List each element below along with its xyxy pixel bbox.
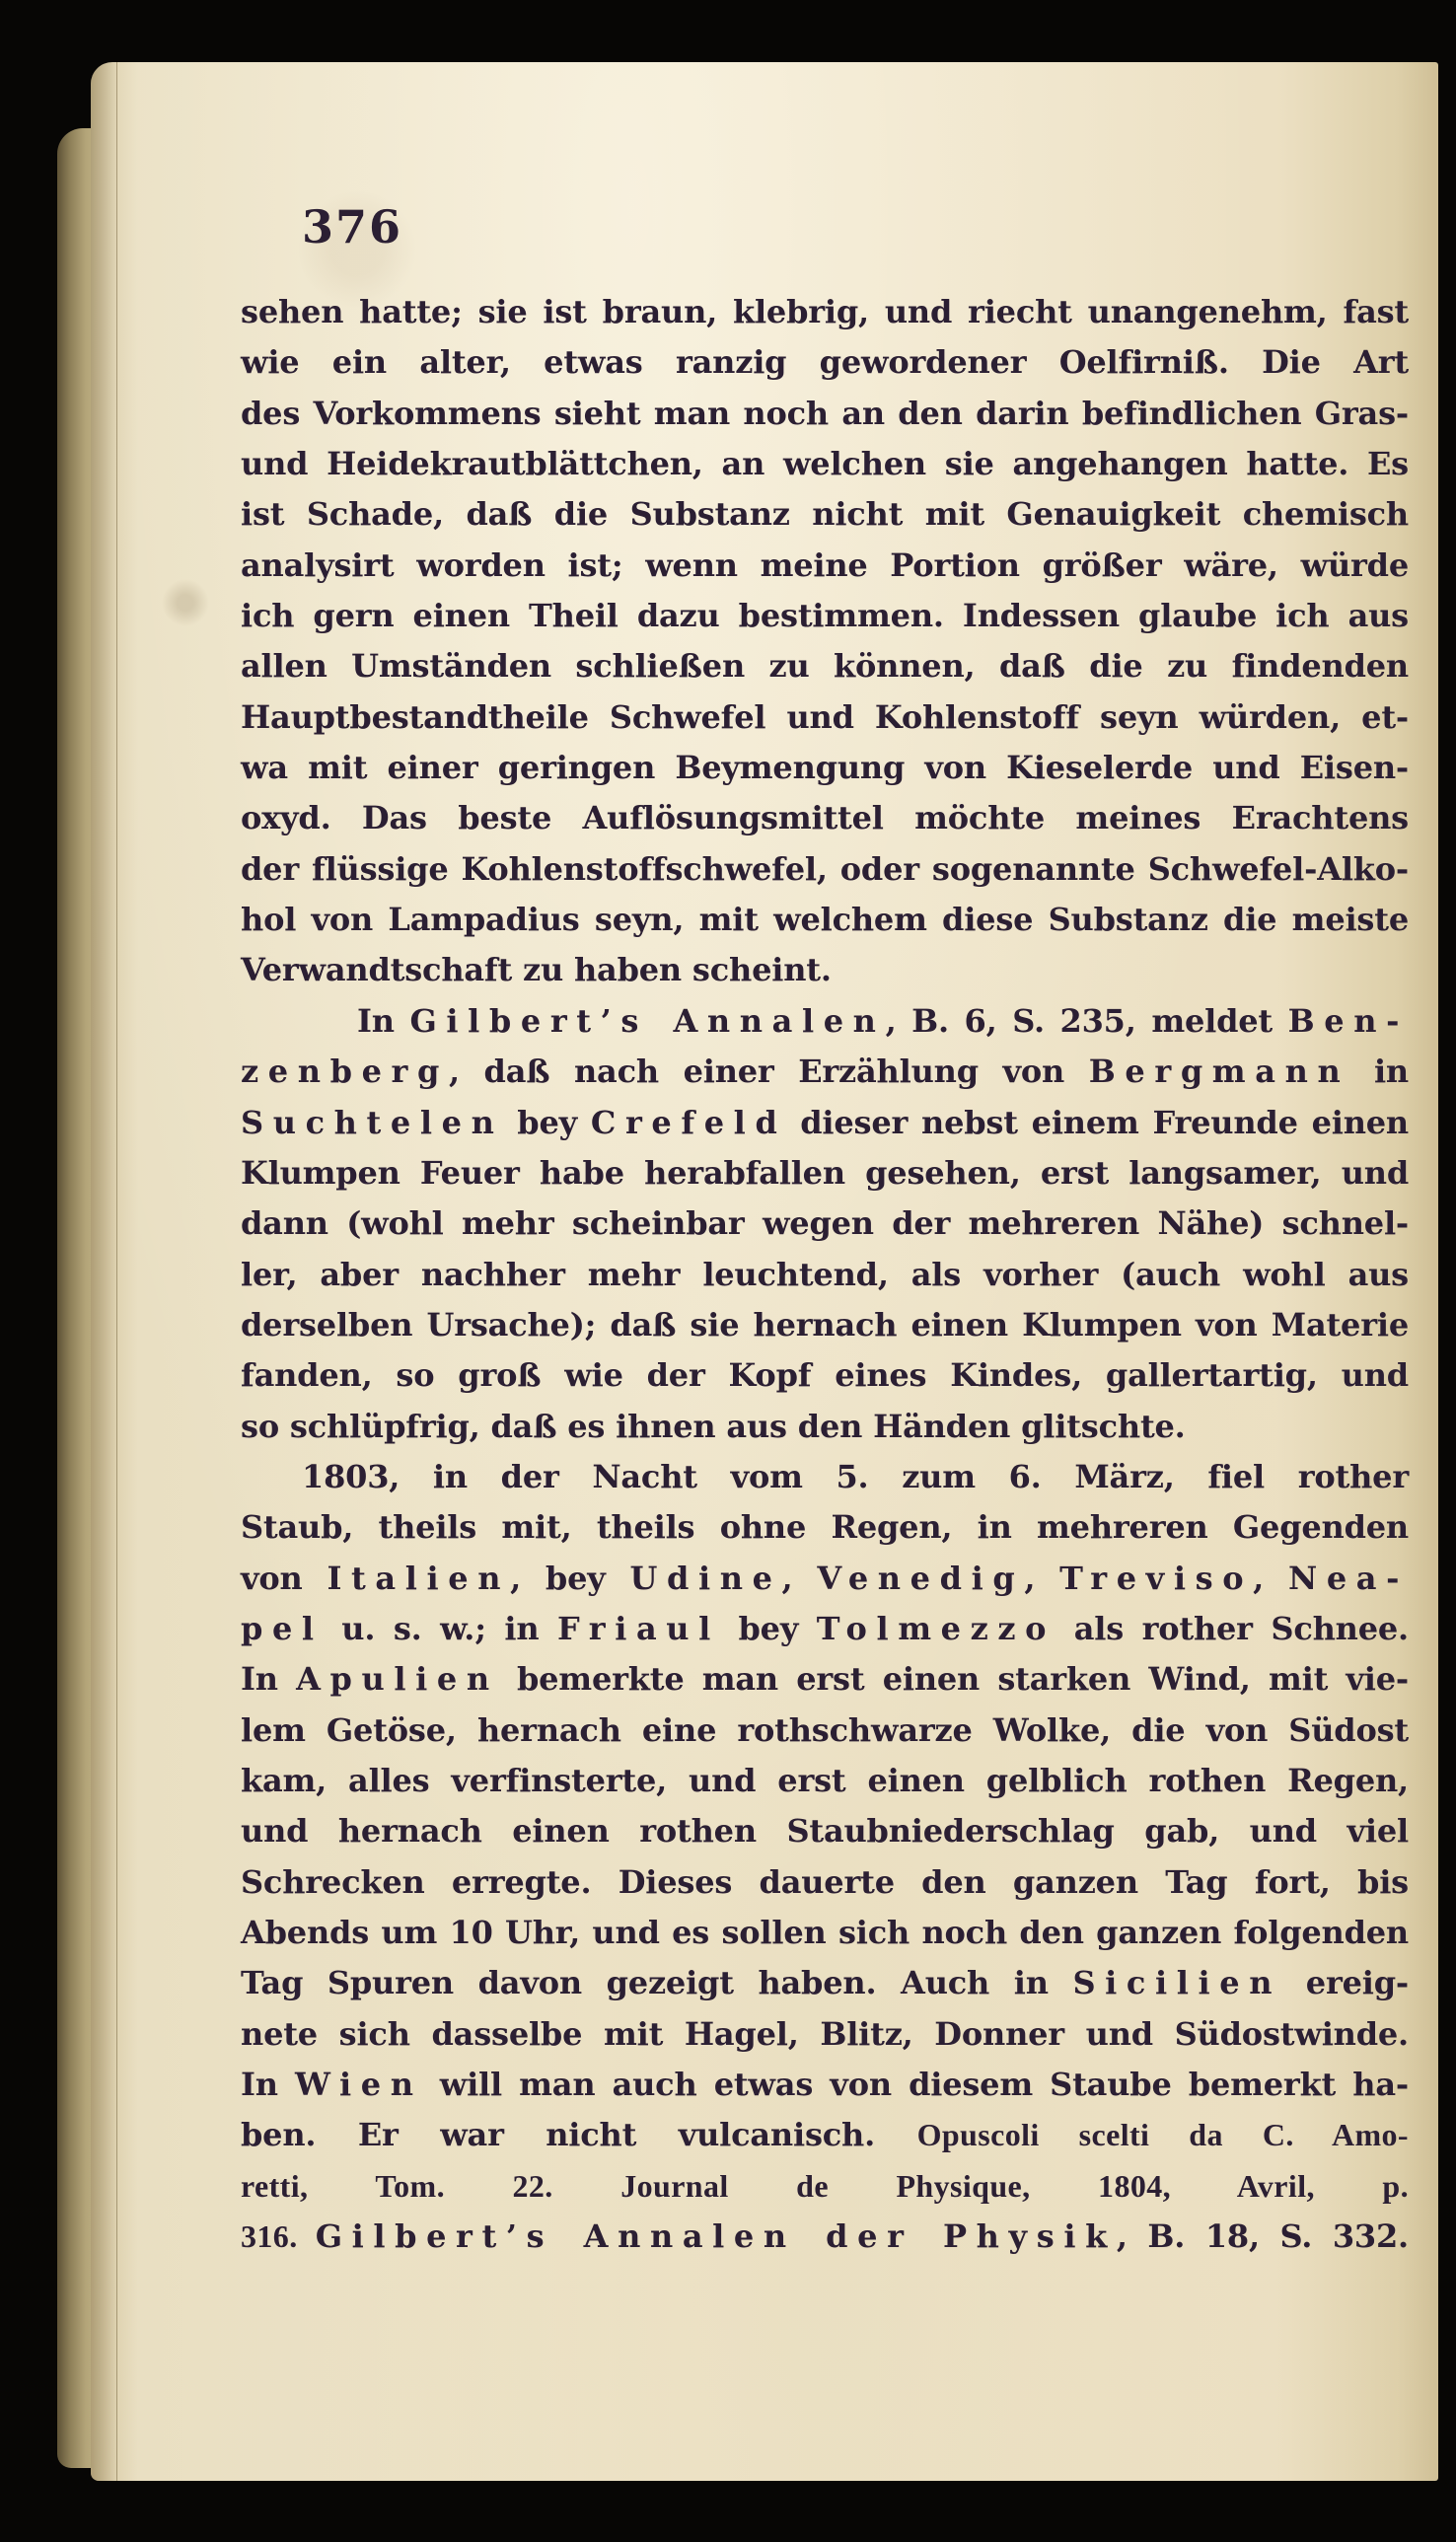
text-line xyxy=(241,1502,1409,1553)
text-segment: pel xyxy=(241,1609,324,1647)
text-line xyxy=(241,1300,1409,1350)
text-line xyxy=(241,1806,1409,1856)
text-segment: In xyxy=(357,1001,410,1040)
text-segment: bemerkte man erst einen starken Wind, mit vie- xyxy=(498,1660,1409,1699)
text-segment: sehen hatte; sie ist braun, klebrig, und riecht unangenehm, fast xyxy=(241,293,1409,330)
text-segment: ler, aber nachher mehr leuchtend, als vorher (auch wohl aus xyxy=(241,1255,1409,1293)
text-line xyxy=(241,2110,1409,2160)
text-segment: Treviso xyxy=(1059,1559,1254,1597)
text-segment: nete sich dasselbe mit Hagel, Blitz, Donner und Südostwinde. xyxy=(241,2014,1409,2053)
text-line xyxy=(241,591,1409,641)
text-segment: wa mit einer geringen Beymengung von Kieselerde und Eisen- xyxy=(241,749,1409,787)
text-line xyxy=(241,2009,1409,2060)
text-segment: , bey xyxy=(510,1559,630,1597)
text-line xyxy=(241,692,1409,743)
text-segment: In xyxy=(241,2066,296,2104)
text-line xyxy=(241,641,1409,691)
text-line xyxy=(241,541,1409,591)
text-segment: , daß nach einer Erzählung von xyxy=(448,1053,1089,1091)
text-segment: Suchtelen xyxy=(241,1103,504,1141)
text-line xyxy=(241,1452,1409,1502)
text-segment: der flüssige Kohlenstoffschwefel, oder sogenannte Schwefel-Alko- xyxy=(241,849,1409,888)
text-segment: allen Umständen schließen zu können, daß die zu findenden xyxy=(241,647,1409,686)
text-segment: Opuscoli scelti da C. Amo- xyxy=(916,2117,1409,2153)
text-segment: , B. 18, S. 332. xyxy=(1116,2217,1409,2256)
text-segment: Staub, theils mit, theils ohne Regen, in mehreren Gegenden xyxy=(241,1508,1409,1547)
text-segment: bey xyxy=(503,1103,591,1141)
text-segment: 316. xyxy=(241,2218,316,2255)
text-segment: hol von Lampadius seyn, mit welchem diese Substanz die meiste xyxy=(241,901,1409,939)
text-line xyxy=(241,895,1409,945)
text-segment: Venedig xyxy=(817,1559,1025,1597)
text-segment: des Vorkommens sieht man noch an den darin befindlichen Gras- xyxy=(241,394,1409,432)
text-segment: dann (wohl mehr scheinbar wegen der mehreren Nähe) schnel- xyxy=(241,1204,1409,1243)
text-segment: Crefeld xyxy=(590,1103,787,1141)
text-segment: Friaul xyxy=(556,1609,720,1647)
text-segment: analysirt worden ist; wenn meine Portion größer wäre, würde xyxy=(241,545,1409,584)
text-segment: derselben Ursache); daß sie hernach einen Klumpen von Materie xyxy=(241,1305,1409,1344)
text-segment: lem Getöse, hernach eine rothschwarze Wolke, die von Südost xyxy=(241,1710,1409,1749)
text-segment: Italien xyxy=(327,1559,511,1597)
text-line xyxy=(241,1350,1409,1401)
text-segment: , B. 6, S. 235, meldet xyxy=(885,1001,1288,1040)
text-segment: fanden, so groß wie der Kopf eines Kindes, gallertartig, und xyxy=(241,1356,1409,1395)
text-segment: Tag Spuren davon gezeigt haben. Auch in xyxy=(241,1964,1073,2002)
text-line xyxy=(241,2212,1409,2262)
text-segment: Bergmann xyxy=(1088,1053,1350,1091)
text-segment: Hauptbestandtheile Schwefel und Kohlenstoff seyn würden, et- xyxy=(241,697,1409,736)
text-line xyxy=(241,2060,1409,2110)
text-segment: , xyxy=(1024,1559,1060,1597)
text-segment: Sicilien xyxy=(1072,1964,1282,2002)
text-segment: zenberg xyxy=(241,1053,449,1091)
text-segment: kam, alles verfinsterte, und erst einen gelblich rothen Regen, xyxy=(241,1761,1409,1799)
text-line xyxy=(241,1756,1409,1806)
text-segment: Verwandtschaft zu haben scheint. xyxy=(241,951,832,989)
text-segment: ist Schade, daß die Substanz nicht mit Genauigkeit chemisch xyxy=(241,495,1409,534)
text-segment: , xyxy=(1253,1559,1288,1597)
text-line xyxy=(241,996,1409,1047)
text-line xyxy=(241,1706,1409,1756)
text-segment: Nea- xyxy=(1287,1559,1410,1597)
text-line xyxy=(241,1908,1409,1958)
text-line xyxy=(241,1098,1409,1148)
page-number: 376 xyxy=(302,200,403,254)
text-segment: bey xyxy=(719,1609,817,1647)
text-segment: Schrecken erregte. Dieses dauerte den ganzen Tag fort, bis xyxy=(241,1862,1409,1901)
text-line xyxy=(241,1250,1409,1300)
text-segment: , xyxy=(781,1559,818,1597)
text-line xyxy=(241,743,1409,793)
text-segment: u. s. w.; in xyxy=(323,1609,557,1647)
text-segment: Abends um 10 Uhr, und es sollen sich noch den ganzen folgenden xyxy=(241,1914,1409,1951)
text-line xyxy=(241,1402,1409,1452)
text-segment: Tolmezzo xyxy=(816,1609,1056,1647)
text-segment: wie ein alter, etwas ranzig gewordener Oelfirniß. Die Art xyxy=(241,343,1409,382)
text-segment: Udine xyxy=(629,1559,782,1597)
text-line xyxy=(241,945,1409,995)
text-line xyxy=(241,439,1409,489)
text-line xyxy=(241,1554,1409,1604)
text-segment: Gilbert’s Annalen xyxy=(409,1001,886,1040)
text-segment: ben. Er war nicht vulcanisch. xyxy=(241,2116,917,2154)
text-segment: von xyxy=(241,1559,328,1597)
text-line xyxy=(241,1604,1409,1654)
text-line xyxy=(241,389,1409,439)
text-segment: so schlüpfrig, daß es ihnen aus den Händen glitschte. xyxy=(241,1407,1186,1445)
text-line xyxy=(241,1198,1409,1249)
text-line xyxy=(241,1654,1409,1705)
text-segment: dieser nebst einem Freunde einen xyxy=(786,1103,1409,1141)
text-block xyxy=(241,287,1409,2262)
text-line xyxy=(241,1047,1409,1097)
text-line xyxy=(241,1857,1409,1908)
text-segment: oxyd. Das beste Auflösungsmittel möchte meines Erachtens xyxy=(241,799,1409,837)
text-line xyxy=(241,793,1409,843)
text-segment: will man auch etwas von diesem Staube bemerkt ha- xyxy=(422,2066,1409,2104)
text-line xyxy=(241,337,1409,388)
text-line xyxy=(241,1148,1409,1198)
text-segment: In xyxy=(241,1660,297,1699)
text-segment: Apulien xyxy=(296,1660,499,1699)
text-line xyxy=(241,2161,1409,2212)
text-line xyxy=(241,287,1409,337)
page-gutter-shadow xyxy=(91,62,117,2481)
text-segment: und Heidekrautblättchen, an welchen sie angehangen hatte. Es xyxy=(241,445,1409,483)
text-line xyxy=(241,844,1409,895)
book-page xyxy=(91,62,1438,2481)
text-segment: und hernach einen rothen Staubniederschlag gab, und viel xyxy=(241,1812,1409,1851)
text-segment: retti, Tom. 22. Journal de Physique, 1804, Avril, p. xyxy=(241,2167,1409,2204)
text-segment: Klumpen Feuer habe herabfallen gesehen, erst langsamer, und xyxy=(241,1153,1409,1192)
text-segment: als rother Schnee. xyxy=(1056,1609,1409,1647)
text-segment: ich gern einen Theil dazu bestimmen. Indessen glaube ich aus xyxy=(241,597,1409,635)
text-segment: ereig- xyxy=(1281,1964,1409,2002)
text-segment: 1803, in der Nacht vom 5. zum 6. März, fiel rother xyxy=(302,1457,1409,1495)
text-line xyxy=(241,1958,1409,2008)
text-segment: in xyxy=(1349,1053,1409,1091)
text-segment: Wien xyxy=(295,2066,423,2104)
text-segment: Ben- xyxy=(1287,1001,1409,1040)
text-segment: Gilbert’s Annalen der Physik xyxy=(315,2217,1117,2256)
text-line xyxy=(241,489,1409,540)
